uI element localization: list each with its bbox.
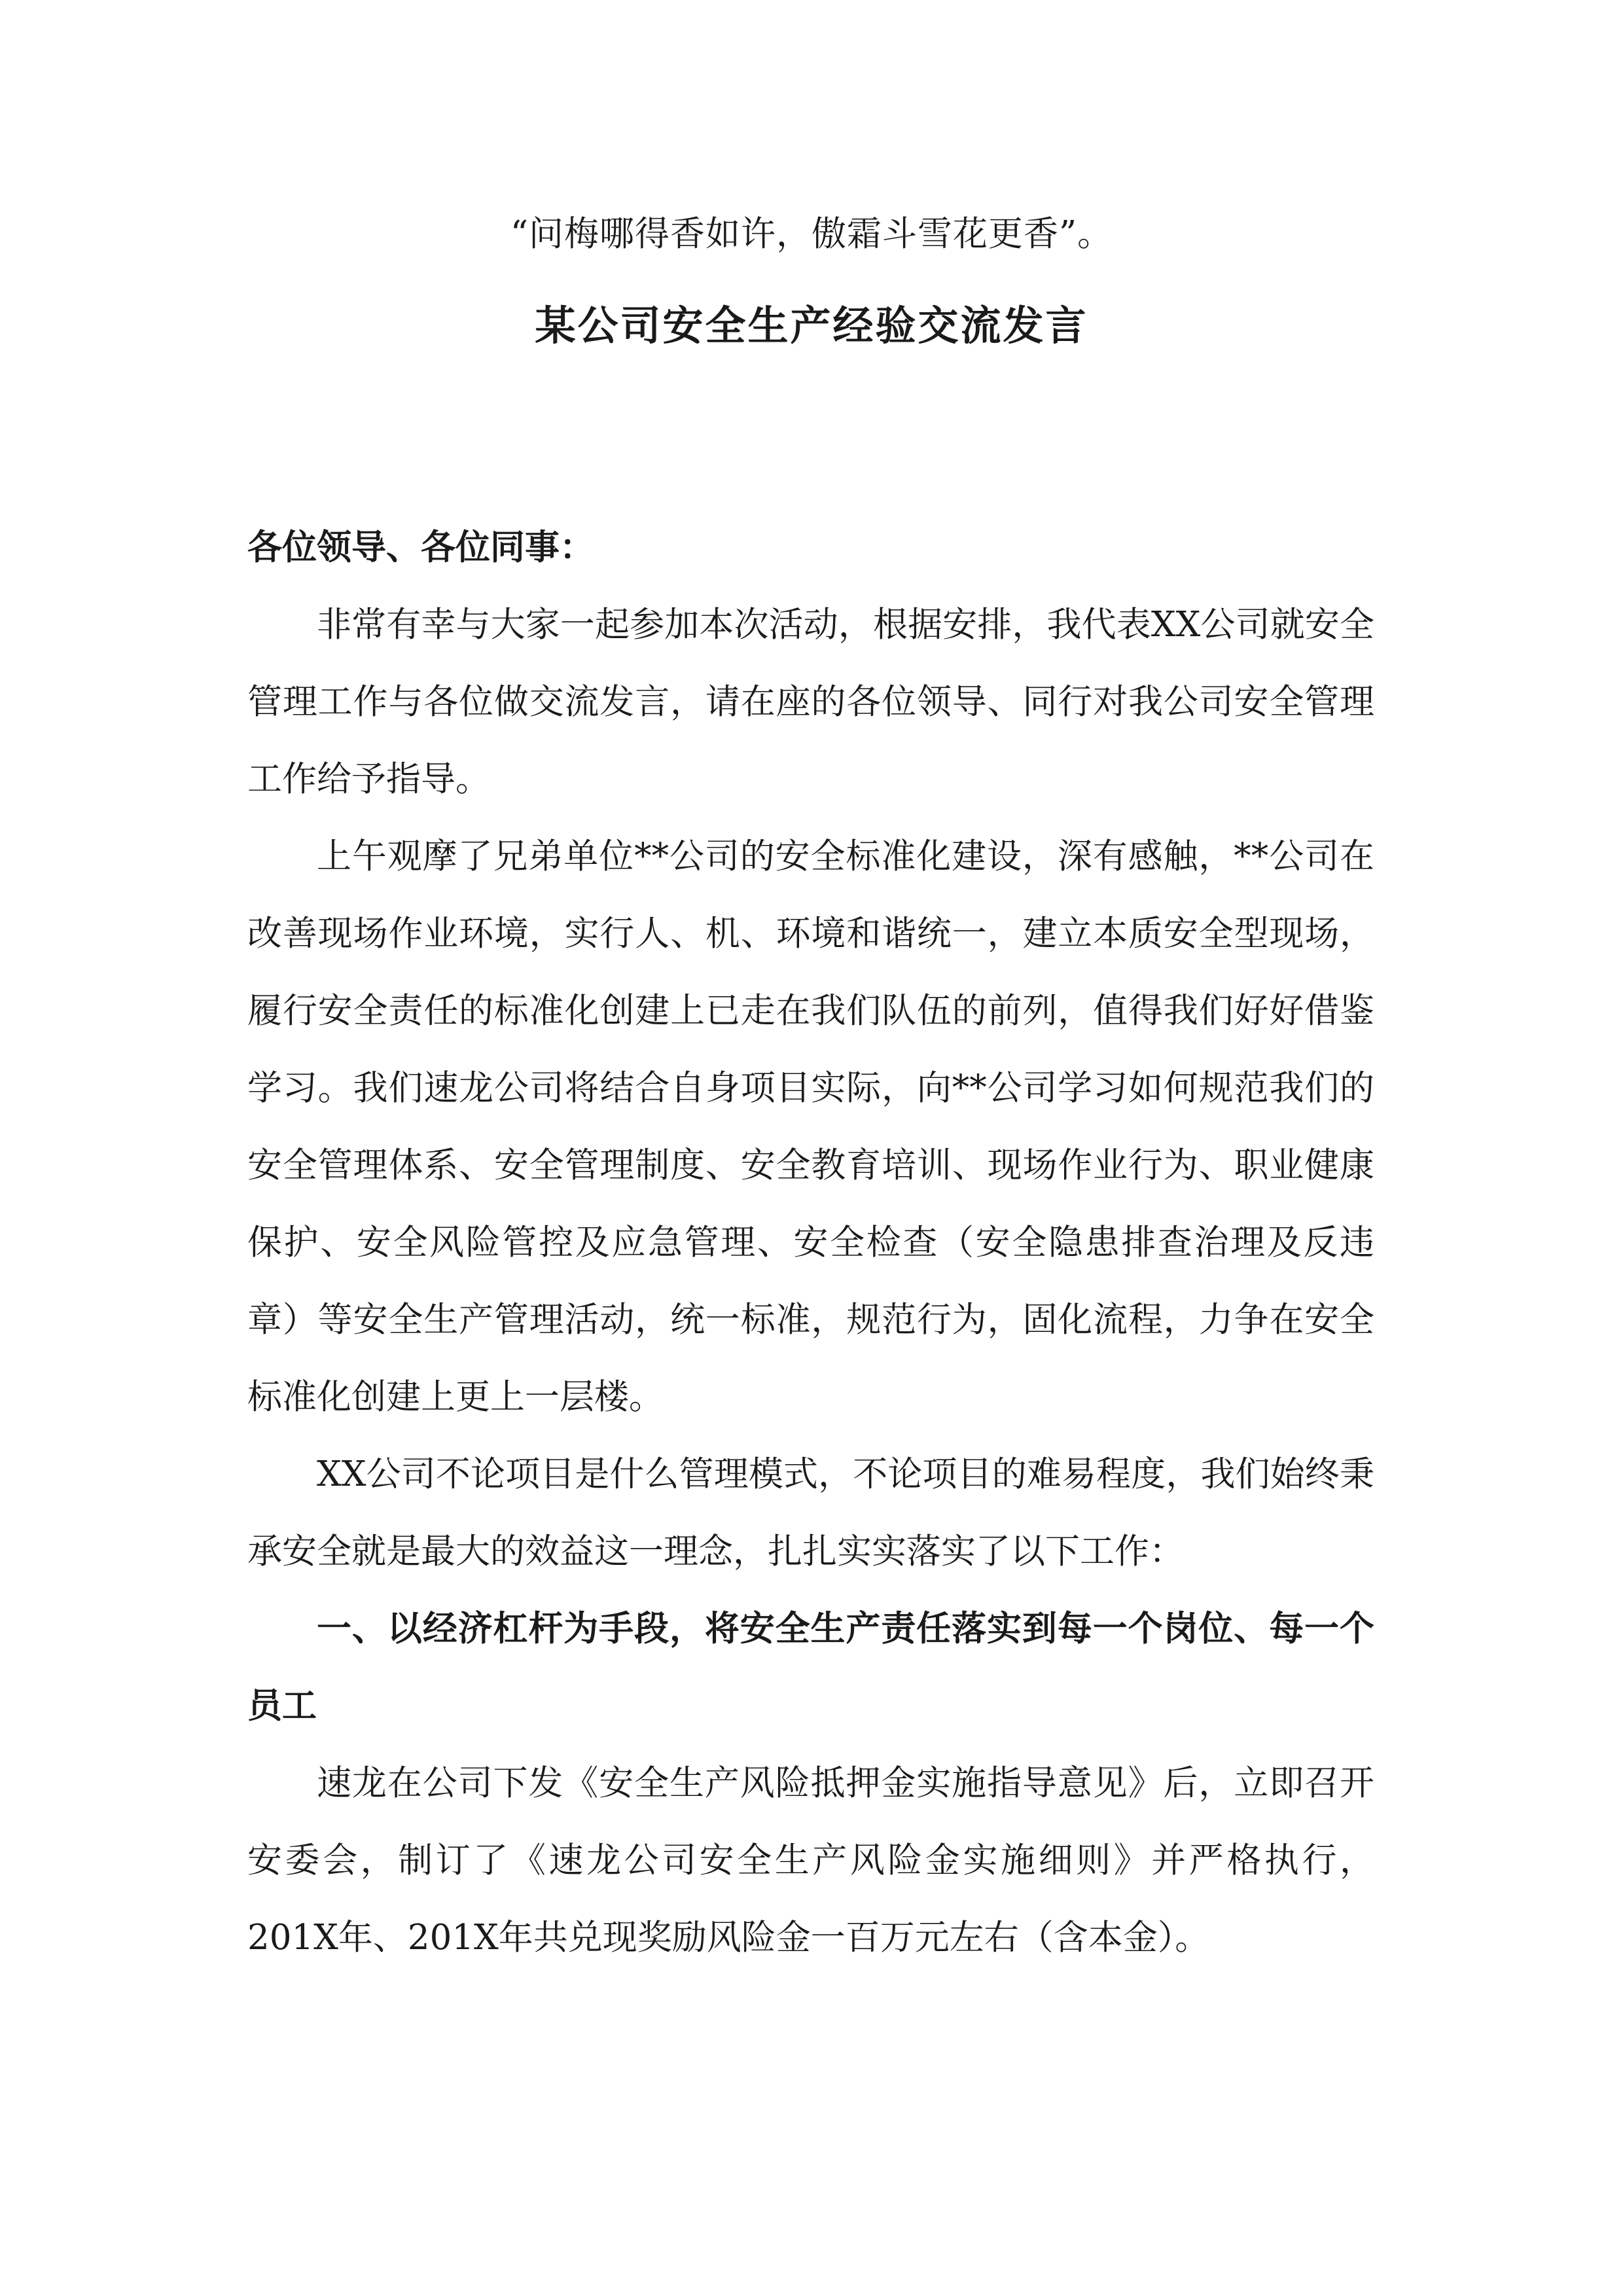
section-paragraph: 速龙在公司下发《安全生产风险抵押金实施指导意见》后，立即召开安委会，制订了《速龙公司安全生产风险金实施细则》并严格执行，201X年、201X年共兑现奖励风险金一百万元左右（含本金）。: [247, 1763, 1374, 1958]
section-heading: 一、以经济杠杆为手段，将安全生产责任落实到每一个岗位、每一个员工: [247, 1609, 1374, 1726]
paragraph-introduction: 非常有幸与大家一起参加本次活动，根据安排，我代表XX公司就安全管理工作与各位做交流发言，请在座的各位领导、同行对我公司安全管理工作给予指导。: [247, 605, 1374, 799]
document-body: [247, 509, 1374, 1977]
document-title: 某公司安全生产经验交流发言: [535, 302, 1088, 350]
paragraph-observation: 上午观摩了兄弟单位**公司的安全标准化建设，深有感触，**公司在改善现场作业环境，实行人、机、环境和谐统一，建立本质安全型现场，履行安全责任的标准化创建上已走在我们队伍的前列，值得我们好好借鉴学习。我们速龙公司将结合自身项目实际，向**公司学习如何规范我们的安全管理体系、安全管理制度、安全教育培训、现场作业行为、职业健康保护、安全风险管控及应急管理、安全检查（安全隐患排查治理及反违章）等安全生产管理活动，统一标准，规范行为，固化流程，力争在安全标准化创建上更上一层楼。: [247, 836, 1374, 1417]
paragraph-commitment: XX公司不论项目是什么管理模式，不论项目的难易程度，我们始终秉承安全就是最大的效益这一理念，扎扎实实落实了以下工作：: [247, 1454, 1374, 1571]
opening-quote: “问梅哪得香如许，傲霜斗雪花更香”。: [510, 214, 1113, 254]
salutation: 各位领导、各位同事：: [247, 528, 594, 567]
